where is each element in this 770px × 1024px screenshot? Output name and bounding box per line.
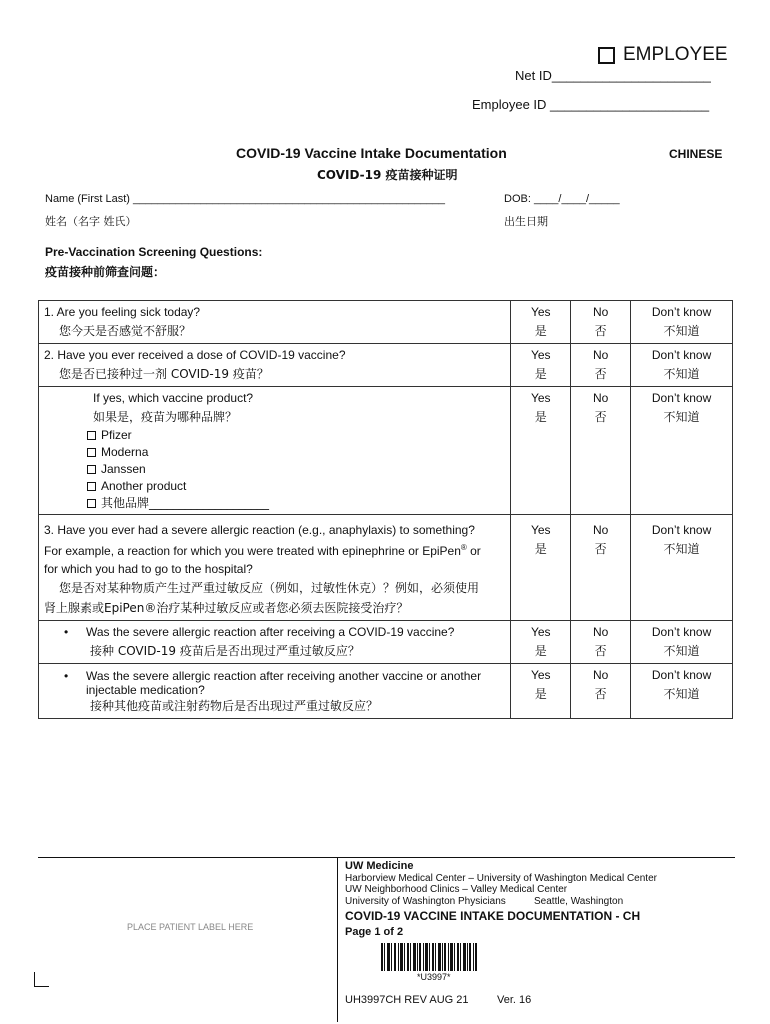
q2a-yes[interactable]: Yes 是: [511, 387, 571, 515]
question-2: 2. Have you ever received a dose of COVID-19 vaccine? 您是否已接种过一剂 COVID-19 疫苗？: [39, 344, 511, 387]
checkbox-icon: [87, 465, 96, 474]
footer-line-2: UW Neighborhood Clinics – Valley Medical Center: [345, 884, 568, 895]
employee-header: [598, 44, 728, 66]
question-row-3a: [39, 621, 733, 664]
question-2a: If yes, which vaccine product? 如果是，疫苗为哪种品牌？ Pfizer Moderna Janssen Another product 其他品牌____________________: [39, 387, 511, 515]
q3-no[interactable]: No 否: [571, 515, 631, 621]
product-option-janssen[interactable]: Janssen: [87, 461, 505, 478]
q2a-dont-know[interactable]: Don’t know 不知道: [631, 387, 733, 515]
form-title: COVID-19 Vaccine Intake Documentation: [236, 145, 507, 161]
checkbox-icon: [87, 448, 96, 457]
q2a-no[interactable]: No 否: [571, 387, 631, 515]
screening-heading-cn: 疫苗接种前筛查问题：: [45, 265, 166, 279]
dob-field[interactable]: DOB: ____/____/_____: [504, 193, 620, 205]
q3b-dont-know[interactable]: Don’t know 不知道: [631, 664, 733, 719]
q2-no[interactable]: No 否: [571, 344, 631, 387]
question-1: 1. Are you feeling sick today? 您今天是否感觉不舒服？: [39, 301, 511, 344]
footer-line-3b: Seattle, Washington: [534, 896, 624, 907]
footer-form-number: UH3997CH REV AUG 21: [345, 994, 469, 1006]
footer-vertical-divider: [337, 857, 338, 1022]
question-row-3b: [39, 664, 733, 719]
name-field[interactable]: Name (First Last) ___________________________________________________: [45, 193, 446, 205]
q1-yes[interactable]: Yes 是: [511, 301, 571, 344]
bullet-icon: •: [64, 669, 69, 683]
footer-version: Ver. 16: [497, 994, 532, 1006]
employee-id-field[interactable]: Employee ID ______________________: [472, 97, 710, 112]
footer-line-3a: University of Washington Physicians: [345, 896, 506, 907]
employee-checkbox[interactable]: [598, 47, 615, 64]
q3b-no[interactable]: No 否: [571, 664, 631, 719]
checkbox-icon: [87, 482, 96, 491]
patient-label-placeholder: PLACE PATIENT LABEL HERE: [127, 922, 254, 932]
crop-mark-icon: [34, 972, 49, 987]
screening-questions-table: [38, 300, 733, 719]
question-3: 3. Have you ever had a severe allergic reaction (e.g., anaphylaxis) to something? For example, a reaction for which you were treated with epinephrine or EpiPen® or for which you had to go to the hospital? 您是否对某种物质产生过严重过敏反应（例如，过敏性休克）？例如，必须使用 肾上腺素或EpiPen®治疗某种过敏反应或者您必须去医院接受治疗？: [39, 515, 511, 621]
q3b-yes[interactable]: Yes 是: [511, 664, 571, 719]
q1-no[interactable]: No 否: [571, 301, 631, 344]
q3-yes[interactable]: Yes 是: [511, 515, 571, 621]
question-row-1: [39, 301, 733, 344]
employee-label: EMPLOYEE: [623, 44, 728, 65]
footer-page-number: Page 1 of 2: [345, 926, 404, 938]
q3-dont-know[interactable]: Don’t know 不知道: [631, 515, 733, 621]
footer-divider: [38, 857, 735, 858]
q2-yes[interactable]: Yes 是: [511, 344, 571, 387]
question-row-3: [39, 515, 733, 621]
q1-dont-know[interactable]: Don’t know 不知道: [631, 301, 733, 344]
footer-line-1: Harborview Medical Center – University of Washington Medical Center: [345, 873, 657, 884]
product-option-moderna[interactable]: Moderna: [87, 444, 505, 461]
checkbox-icon: [87, 499, 96, 508]
q3a-yes[interactable]: Yes 是: [511, 621, 571, 664]
question-3b: • Was the severe allergic reaction after receiving another vaccine or another injectable medication? 接种其他疫苗或注射药物后是否出现过严重过敏反应？: [39, 664, 511, 719]
barcode-icon: [381, 943, 477, 971]
checkbox-icon: [87, 431, 96, 440]
question-row-2a: [39, 387, 733, 515]
product-option-pfizer[interactable]: Pfizer: [87, 427, 505, 444]
net-id-field[interactable]: Net ID______________________: [515, 68, 711, 83]
bullet-icon: •: [64, 625, 69, 639]
language-label: CHINESE: [669, 147, 723, 161]
product-option-another[interactable]: Another product: [87, 478, 505, 495]
q3a-dont-know[interactable]: Don’t know 不知道: [631, 621, 733, 664]
q2-dont-know[interactable]: Don’t know 不知道: [631, 344, 733, 387]
form-title-cn: COVID-19 疫苗接种证明: [317, 168, 458, 182]
footer-doc-title: COVID-19 VACCINE INTAKE DOCUMENTATION - CH: [345, 909, 641, 923]
question-row-2: [39, 344, 733, 387]
barcode-text: *U3997*: [417, 972, 451, 982]
product-option-other-cn[interactable]: 其他品牌____________________: [87, 495, 505, 512]
q3a-no[interactable]: No 否: [571, 621, 631, 664]
dob-label-cn: 出生日期: [504, 215, 548, 228]
screening-heading: Pre-Vaccination Screening Questions:: [45, 245, 263, 259]
name-label-cn: 姓名（名字 姓氏）: [45, 215, 137, 228]
question-3a: • Was the severe allergic reaction after receiving a COVID-19 vaccine? 接种 COVID-19 疫苗后是否出现过严重过敏反应？: [39, 621, 511, 664]
footer-org: UW Medicine: [345, 860, 414, 872]
